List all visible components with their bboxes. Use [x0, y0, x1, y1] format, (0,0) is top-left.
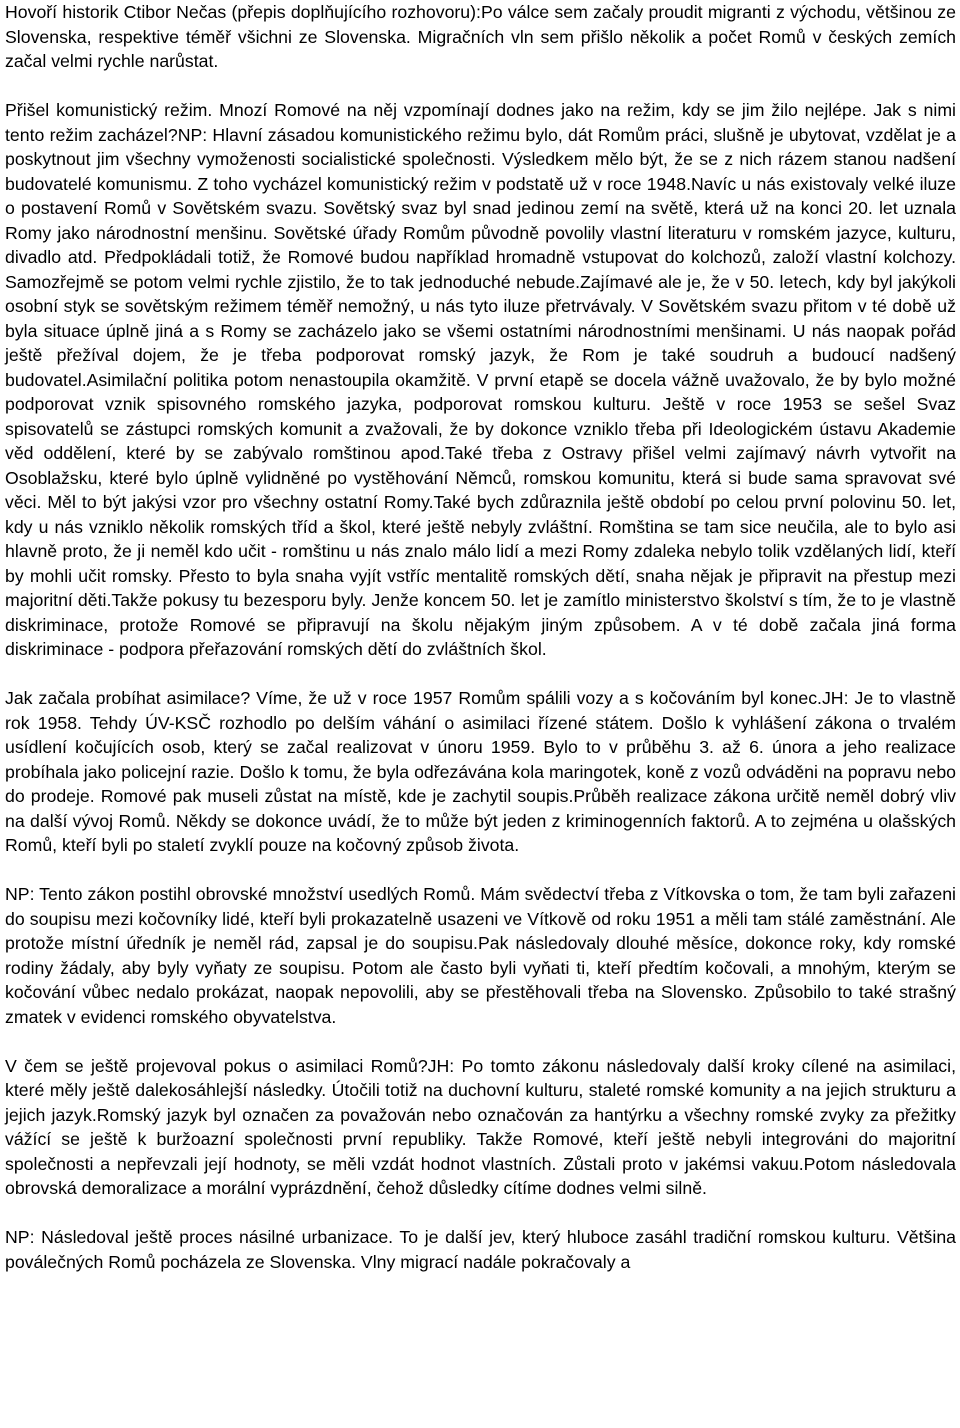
paragraph-assimilation: Jak začala probíhat asimilace? Víme, že už v roce 1957 Romům spálili vozy a s kočováním byl konec.JH: Je to vlastně rok 1958. Tehdy ÚV-KSČ rozhodlo po delším váhání o asimilaci řízené státem. Došlo k vyhlášení zákona o trvalém usídlení kočujících osob, který se začal realizovat v únoru 1959. Bylo to v průběhu 3. až 6. února a jeho realizace probíhala jako policejní razie. Došlo k tomu, že byla odřezávána kola maringotek, koně z vozů odváděni na popravu nebo do prodeje. Romové pak museli zůstat na místě, kde je zachytil soupis.Průběh realizace zákona určitě neměl dobrý vliv na další vývoj Romů. Někdy se dokonce uvádí, že to může být jeden z kriminogenních faktorů. A to zejména u olašských Romů, kteří byli po staletí zvyklí pouze na kočovný způsob života. — [5, 688, 956, 855]
paragraph-intro: Hovoří historik Ctibor Nečas (přepis doplňujícího rozhovoru):Po válce sem začaly proudit migranti z východu, většinou ze Slovenska, respektive téměř všichni ze Slovenska. Migračních vln sem přišlo několik a počet Romů v českých zemích začal velmi rychle narůstat. — [5, 2, 956, 71]
paragraph-culture: V čem se ještě projevoval pokus o asimilaci Romů?JH: Po tomto zákonu následovaly další kroky cílené na asimilaci, které měly ještě dalekosáhlejší následky. Útočili totiž na duchovní kulturu, staleté romské komunity a na jejich strukturu a jejich jazyk.Romský jazyk byl označen za považován nebo označován za hantýrku a všechny romské zvyky za přežitky vážící se ještě k buržoazní společnosti první republiky. Takže Romové, kteří ještě nebyli integrováni do majoritní společnosti a nepřevzali její hodnoty, se měli vzdát hodnot vlastních. Zůstali proto v jakémsi vakuu.Potom následovala obrovská demoralizace a morální vyprázdnění, čehož důsledky cítíme dodnes velmi silně. — [5, 1055, 956, 1198]
document-page — [5, 0, 956, 1274]
paragraph-communist-regime: Přišel komunistický režim. Mnozí Romové na něj vzpomínají dodnes jako na režim, kdy se jim žilo nejlépe. Jak s nimi tento režim zacházel?NP: Hlavní zásadou komunistického režimu bylo, dát Romům práci, slušně je ubytovat, vzdělat je a poskytnout jim všechny vymoženosti socialistické společnosti. Výsledkem mělo být, že se z nich rázem stanou nadšení budovatelé komunismu. Z toho vycházel komunistický režim v podstatě už v roce 1948.Navíc u nás existovaly velké iluze o postavení Romů v Sovětském svazu. Sovětský svaz byl snad jedinou zemí na světě, která už na konci 20. let uznala Romy jako národnostní menšinu. Sovětské úřady Romům původně povolily vlastní literaturu v romském jazyce, kulturu, divadlo atd. Předpokládali totiž, že Romové budou například hromadně vstupovat do kolchozů, založí vlastní kolchozy. Samozřejmě se potom velmi rychle zjistilo, že to tak jednoduché nebude.Zajímavé ale je, že v 50. letech, kdy byl jakýkoli osobní styk se sovětským režimem téměř nemožný, u nás tyto iluze přetrvávaly. V Sovětském svazu přitom v té době už byla situace úplně jiná a s Romy se zacházelo jako se všemi ostatními národnostními menšinami. U nás naopak pořád ještě přežíval dojem, že je třeba podporovat romský jazyk, že Rom je také soudruh a budoucí nadšený budovatel.Asimilační politika potom nenastoupila okamžitě. V první etapě se docela vážně uvažovalo, že by bylo možné podporovat vznik spisovného romského jazyka, podporovat romskou kulturu. Ještě v roce 1953 se sešel Svaz spisovatelů se zástupci romských komunit a zvažovali, že by dokonce vzniklo třeba při Ideologickém ústavu Akademie věd oddělení, které by se zabývalo romštinou apod.Také třeba z Ostravy přišel velmi zajímavý návrh vytvořit na Osoblažsku, které bylo úplně vylidněné po vystěhování Němců, romskou komunitu, která si bude sama spravovat své věci. Měl to být jakýsi vzor pro všechny ostatní Romy.Také bych zdůraznila ještě období po celou první polovinu 50. let, kdy u nás vzniklo několik romských tříd a škol, které ještě nebyly zvláštní. Romština se tam sice neučila, ale to bylo asi hlavně proto, že ji neměl kdo učit - romštinu u nás znalo málo lidí a mezi Romy zdaleka nebylo tolik vzdělaných lidí, kteří by mohli učit romsky. Přesto to byla snaha vyjít vstříc mentalitě romských dětí, snaha nějak je připravit na přestup mezi majoritní děti.Takže pokusy tu bezesporu byly. Jenže koncem 50. let je zamítlo ministerstvo školství s tím, že to je vlastně diskriminace, protože Romové se připravují na školu nějakým jiným způsobem. A v té době začala jiná forma diskriminace - podpora přeřazování romských dětí do zvláštních škol. — [5, 100, 956, 659]
paragraph-settled-roma: NP: Tento zákon postihl obrovské množství usedlých Romů. Mám svědectví třeba z Vítkovska o tom, že tam byli zařazeni do soupisu mezi kočovníky lidé, kteří byli prokazatelně usazeni ve Vítkově od roku 1951 a měli tam stálé zaměstnání. Ale protože místní úředník je neměl rád, zapsal je do soupisu.Pak následovaly dlouhé měsíce, dokonce roky, kdy romské rodiny žádaly, aby byly vyňaty ze soupisu. Potom ale často byli vyňati ti, kteří předtím kočovali, a mnohým, kterým se kočování vůbec nedalo prokázat, naopak nepovolili, aby se přestěhovali třeba na Slovensko. Způsobilo to také strašný zmatek v evidenci romského obyvatelstva. — [5, 884, 956, 1027]
paragraph-urbanization: NP: Následoval ještě proces násilné urbanizace. To je další jev, který hluboce zasáhl tradiční romskou kulturu. Většina poválečných Romů pocházela ze Slovenska. Vlny migrací nadále pokračovaly a — [5, 1227, 956, 1272]
